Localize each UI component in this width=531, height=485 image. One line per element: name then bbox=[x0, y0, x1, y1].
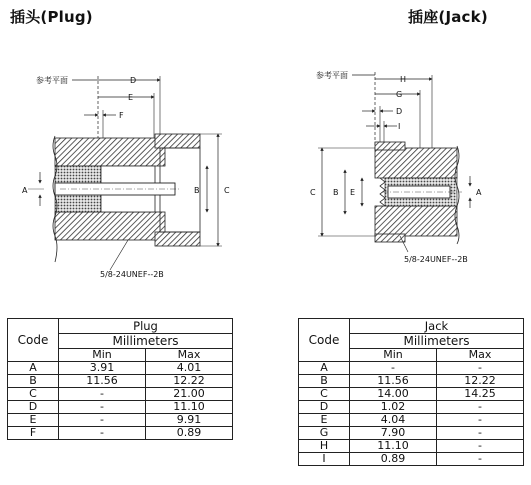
plug-cell-min: - bbox=[59, 427, 146, 440]
plug-table-row bbox=[8, 414, 233, 427]
jack-cell-min: 7.90 bbox=[350, 427, 437, 440]
plug-cell-code: C bbox=[8, 388, 59, 401]
jack-cell-min: 14.00 bbox=[350, 388, 437, 401]
plug-cell-code: B bbox=[8, 375, 59, 388]
jack-table-row bbox=[299, 440, 524, 453]
jack-spec-table bbox=[298, 318, 524, 466]
plug-cell-max: 4.01 bbox=[145, 362, 232, 375]
jack-label-b: B bbox=[333, 188, 339, 197]
plug-cell-max: 9.91 bbox=[145, 414, 232, 427]
jack-cell-max: - bbox=[436, 401, 523, 414]
jack-cell-code: B bbox=[299, 375, 350, 388]
plug-cell-max: 21.00 bbox=[145, 388, 232, 401]
jack-cell-code: H bbox=[299, 440, 350, 453]
jack-cell-code: G bbox=[299, 427, 350, 440]
jack-cell-min: 1.02 bbox=[350, 401, 437, 414]
jack-table-title: Jack bbox=[350, 319, 524, 334]
jack-table-row bbox=[299, 414, 524, 427]
plug-table-row bbox=[8, 388, 233, 401]
plug-cell-code: E bbox=[8, 414, 59, 427]
plug-cell-min: 3.91 bbox=[59, 362, 146, 375]
jack-table-row bbox=[299, 401, 524, 414]
jack-table-max-header: Max bbox=[436, 349, 523, 362]
jack-cell-code: I bbox=[299, 453, 350, 466]
jack-cell-max: - bbox=[436, 427, 523, 440]
jack-cell-max: 14.25 bbox=[436, 388, 523, 401]
jack-label-h: H bbox=[400, 75, 407, 84]
plug-label-d: D bbox=[130, 76, 137, 85]
plug-cell-code: F bbox=[8, 427, 59, 440]
plug-ref-plane-label: 参考平面 bbox=[36, 76, 68, 85]
jack-table-min-header: Min bbox=[350, 349, 437, 362]
plug-title: 插头(Plug) bbox=[10, 8, 93, 26]
jack-table-body bbox=[299, 362, 524, 466]
jack-table-row bbox=[299, 453, 524, 466]
jack-cell-min: 4.04 bbox=[350, 414, 437, 427]
plug-table-code-header: Code bbox=[8, 319, 59, 362]
plug-cell-min: - bbox=[59, 414, 146, 427]
jack-ref-plane-label: 参考平面 bbox=[316, 71, 348, 80]
jack-cell-max: - bbox=[436, 362, 523, 375]
plug-label-a: A bbox=[22, 186, 28, 195]
jack-cell-code: C bbox=[299, 388, 350, 401]
plug-spec-table bbox=[7, 318, 233, 440]
plug-drawing bbox=[22, 75, 230, 279]
jack-label-a: A bbox=[476, 188, 482, 197]
plug-table-row bbox=[8, 401, 233, 414]
jack-cell-max: - bbox=[436, 453, 523, 466]
plug-label-b: B bbox=[194, 186, 200, 195]
jack-table-row bbox=[299, 362, 524, 375]
jack-label-i: I bbox=[398, 122, 401, 131]
plug-table-max-header: Max bbox=[145, 349, 232, 362]
plug-table-row bbox=[8, 375, 233, 388]
jack-table-unit-header: Millimeters bbox=[350, 334, 524, 349]
plug-label-e: E bbox=[128, 93, 134, 102]
plug-cell-min: 11.56 bbox=[59, 375, 146, 388]
jack-table-code-header: Code bbox=[299, 319, 350, 362]
plug-thread-label: 5/8-24UNEF--2B bbox=[100, 270, 164, 279]
jack-cell-min: - bbox=[350, 362, 437, 375]
plug-cell-max: 0.89 bbox=[145, 427, 232, 440]
jack-table-row bbox=[299, 388, 524, 401]
jack-cell-code: E bbox=[299, 414, 350, 427]
jack-title: 插座(Jack) bbox=[408, 8, 488, 26]
plug-label-f: F bbox=[119, 111, 124, 120]
jack-thread-label: 5/8-24UNEF--2B bbox=[404, 255, 468, 264]
plug-cell-min: - bbox=[59, 388, 146, 401]
jack-drawing bbox=[310, 70, 482, 264]
plug-table-body bbox=[8, 362, 233, 440]
plug-table-row bbox=[8, 427, 233, 440]
plug-cell-max: 12.22 bbox=[145, 375, 232, 388]
jack-label-e: E bbox=[350, 188, 356, 197]
jack-cell-code: A bbox=[299, 362, 350, 375]
jack-label-d: D bbox=[396, 107, 403, 116]
jack-cell-max: - bbox=[436, 440, 523, 453]
plug-label-c: C bbox=[224, 186, 230, 195]
jack-cell-code: D bbox=[299, 401, 350, 414]
plug-table-min-header: Min bbox=[59, 349, 146, 362]
jack-cell-min: 11.56 bbox=[350, 375, 437, 388]
jack-table-row bbox=[299, 375, 524, 388]
plug-cell-code: A bbox=[8, 362, 59, 375]
plug-cell-min: - bbox=[59, 401, 146, 414]
jack-label-g: G bbox=[396, 90, 403, 99]
jack-cell-min: 11.10 bbox=[350, 440, 437, 453]
plug-table-unit-header: Millimeters bbox=[59, 334, 233, 349]
plug-table-title: Plug bbox=[59, 319, 233, 334]
plug-table-row bbox=[8, 362, 233, 375]
jack-cell-max: 12.22 bbox=[436, 375, 523, 388]
jack-cell-min: 0.89 bbox=[350, 453, 437, 466]
plug-cell-code: D bbox=[8, 401, 59, 414]
jack-label-c: C bbox=[310, 188, 316, 197]
jack-table-row bbox=[299, 427, 524, 440]
plug-cell-max: 11.10 bbox=[145, 401, 232, 414]
jack-cell-max: - bbox=[436, 414, 523, 427]
